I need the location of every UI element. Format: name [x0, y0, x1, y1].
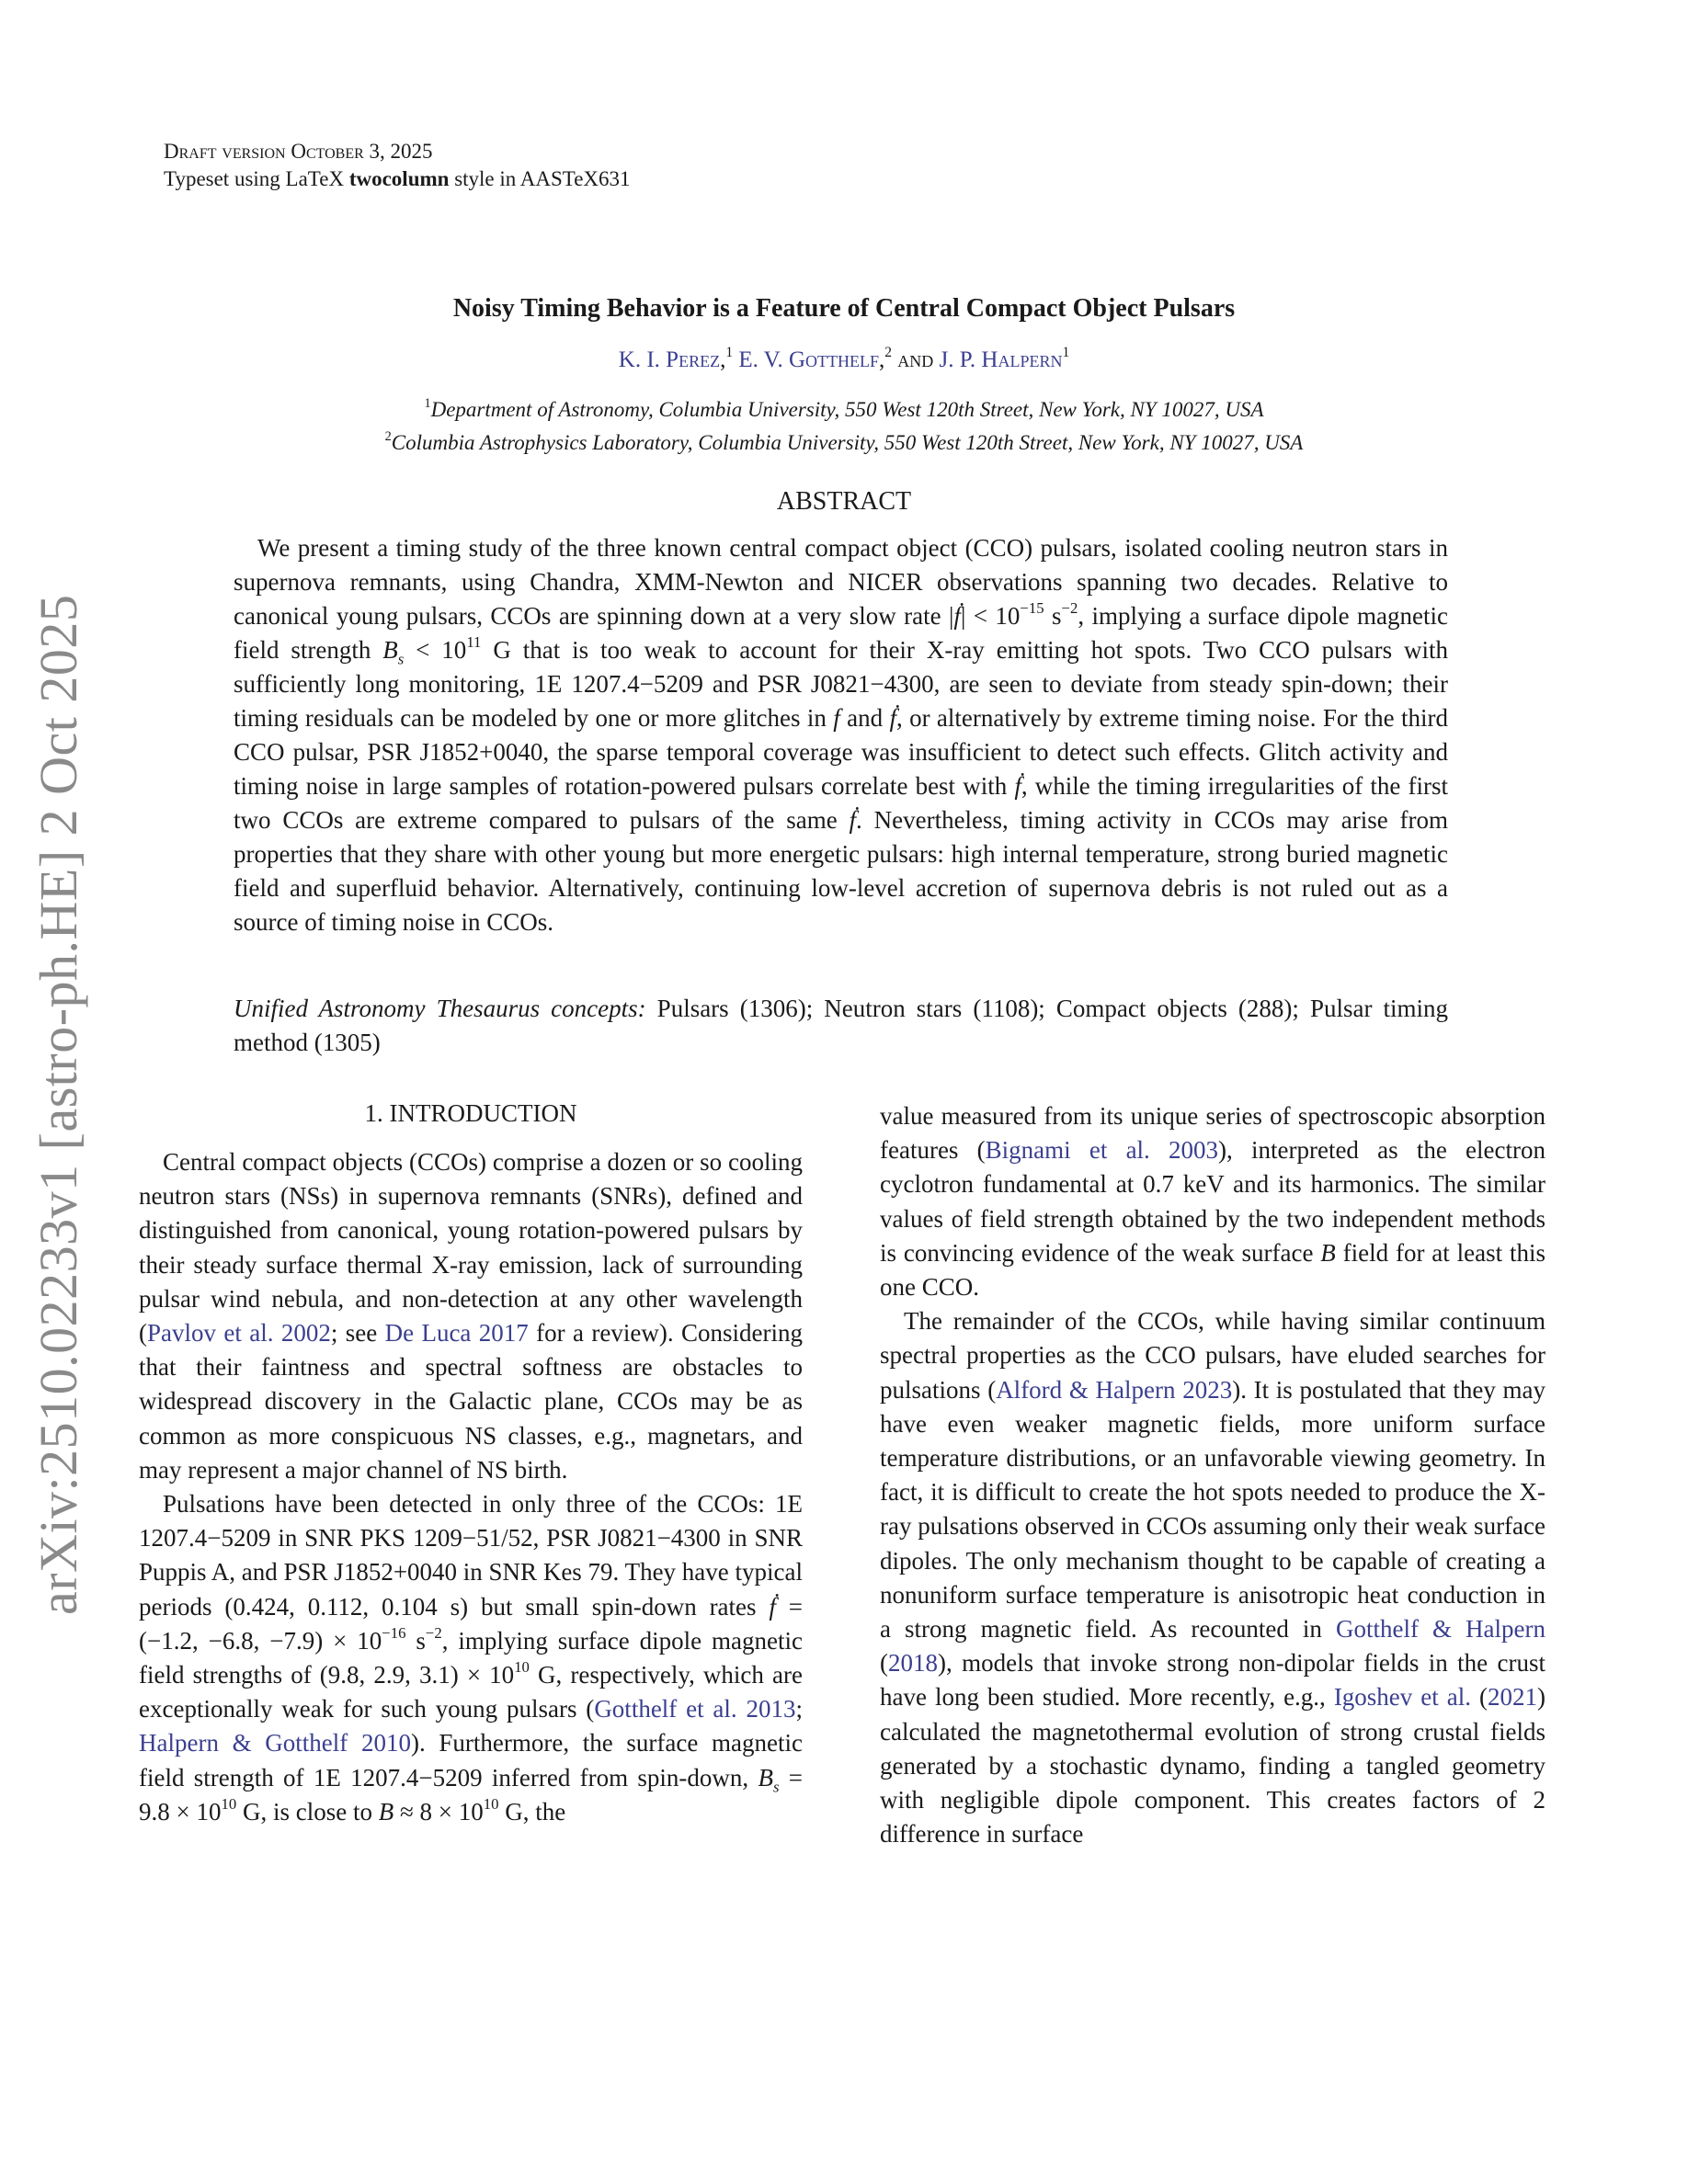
abstract-heading: ABSTRACT: [776, 487, 912, 516]
citation-link[interactable]: Gotthelf et al. 2013: [594, 1695, 796, 1723]
affiliations: [0, 393, 1688, 460]
latex-logo: LaTeX: [285, 167, 345, 190]
uat-label: Unified Astronomy Thesaurus concepts:: [234, 995, 646, 1022]
paragraph: value measured from its unique series of spectroscopic absorption features (Bignami et al. 2003), interpreted as the electron cyclotron fundamental at 0.7 keV and its harmonics. The similar values of field strength obtained by the two independent methods is convincing evidence of the weak surface B field for at least this one CCO.: [880, 1102, 1546, 1302]
citation-link[interactable]: Halpern & Gotthelf 2010: [139, 1729, 411, 1757]
typeset-line: Typeset using LaTeX twocolumn style in AASTeX631: [164, 167, 631, 190]
citation-link[interactable]: De Luca 2017: [384, 1319, 529, 1348]
left-column: [139, 1145, 803, 1829]
paragraph: The remainder of the CCOs, while having similar continuum spectral properties as the CCO pulsars, have eluded searches for pulsations (Alford & Halpern 2023). It is postulated that they may have even weaker magnetic fields, more uniform surface temperature distributions, or an unfavorable viewing geometry. In fact, it is difficult to create the hot spots needed to produce the X-ray pulsations observed in CCOs assuming only their weak surface dipoles. The only mechanism thought to be capable of creating a nonuniform surface temperature is anisotropic heat conduction in a strong magnetic field. As recounted in Gotthelf & Halpern (2018), models that invoke strong non-dipolar fields in the crust have long been studied. More recently, e.g., Igoshev et al. (2021) calculated the magnetothermal evolution of strong crustal fields generated by a stochastic dynamo, finding a tangled geometry with negligible dipole component. This creates factors of 2 difference in surface: [880, 1307, 1546, 1848]
citation-link[interactable]: 2021: [1488, 1683, 1538, 1712]
citation-link[interactable]: 2018: [888, 1649, 938, 1678]
uat-concepts: Unified Astronomy Thesaurus concepts: Pulsars (1306); Neutron stars (1108); Compact objects (288); Pulsar timing method (1305): [234, 995, 1449, 1056]
paragraph: Pulsations have been detected in only three of the CCOs: 1E 1207.4−5209 in SNR PKS 1209−51/52, PSR J0821−4300 in SNR Puppis A, and PSR J1852+0040 in SNR Kes 79. They have typical periods (0.424, 0.112, 0.104 s) but small spin-down rates ḟ = (−1.2, −6.8, $-7.9) \times 10^{-16}$ $s^{-2}$, implying surface dipole magnetic field strengths of (9.8, 2.9, $3.1) \times 10^{10}$ G, respectively, which are exceptionally weak for such young pulsars (Gotthelf et al. 2013; Halpern & Gotthelf 2010). Furthermore, the surface magnetic field strength of 1E 1207.4−5209 inferred from spin-down, $B_s = 9.8 \times 10^{10}$ G, is close to $B \approx 8 \times 10^{10}$ G, the: [139, 1490, 804, 1826]
paragraph: Central compact objects (CCOs) comprise a dozen or so cooling neutron stars (NSs) in supernova remnants (SNRs), defined and distinguished from canonical, young rotation-powered pulsars by their steady surface thermal X-ray emission, lack of surrounding pulsar wind nebula, and non-detection at any other wavelength (Pavlov et al. 2002; see De Luca 2017 for a review). Considering that their faintness and spectral softness are obstacles to widespread discovery in the Galactic plane, CCOs may be as common as more conspicuous NS classes, e.g., magnetars, and may represent a major channel of NS birth.: [139, 1148, 803, 1484]
section-heading-introduction: 1. INTRODUCTION: [364, 1099, 577, 1127]
draft-version-line: Draft version October 3, 2025: [164, 140, 433, 163]
affiliation: $^2$Columbia Astrophysics Laboratory, Columbia University, 550 West 120th Street, New York, NY 10027, USA: [384, 428, 1304, 454]
affiliation: $^1$Department of Astronomy, Columbia University, 550 West 120th Street, New York, NY 10027, USA: [424, 395, 1264, 421]
author-link[interactable]: E. V. Gotthelf: [738, 347, 880, 372]
author-list: K. I. Perez,$^1$ E. V. Gotthelf,$^2$ and J. P. Halpern$^1$: [618, 345, 1070, 372]
citation-link[interactable]: Gotthelf & Halpern: [1335, 1615, 1545, 1644]
citation-link[interactable]: Igoshev et al.: [1333, 1683, 1472, 1712]
citation-link[interactable]: Alford & Halpern 2023: [996, 1375, 1233, 1404]
arxiv-identifier-stamp: arXiv:2510.02233v1 [astro-ph.HE] 2 Oct 2025: [29, 594, 88, 1615]
paper-title: Noisy Timing Behavior is a Feature of Central Compact Object Pulsars: [452, 294, 1236, 323]
author-link[interactable]: K. I. Perez: [618, 347, 721, 372]
citation-link[interactable]: Bignami et al. 2003: [985, 1136, 1219, 1165]
citation-link[interactable]: Pavlov et al. 2002: [147, 1319, 331, 1348]
draft-header: [164, 138, 631, 193]
abstract-text: We present a timing study of the three known central compact object (CCO) pulsars, isolated cooling neutron stars in supernova remnants, using Chandra, XMM-Newton and NICER observations spanning two decades. Relative to canonical young pulsars, CCOs are spinning down at a very slow rate |ḟ| < $10^{-15}$ $s^{-2}$, implying a surface dipole magnetic field strength $B_s < 10^{11}$ G that is too weak to account for their X-ray emitting hot spots. Two CCO pulsars with sufficiently long monitoring, 1E 1207.4−5209 and PSR J0821−4300, are seen to deviate from steady spin-down; their timing residuals can be modeled by one or more glitches in f and ḟ, or alternatively by extreme timing noise. For the third CCO pulsar, PSR J1852+0040, the sparse temporal coverage was insufficient to detect such effects. Glitch activity and timing noise in large samples of rotation-powered pulsars correlate best with ḟ, while the timing irregularities of the first two CCOs are extreme compared to pulsars of the same ḟ. Nevertheless, timing activity in CCOs may arise from properties that they share with other young but more energetic pulsars: high internal temperature, strong buried magnetic field and superfluid behavior. Alternatively, continuing low-level accretion of supernova debris is not ruled out as a source of timing noise in CCOs.: [234, 534, 1449, 936]
author-link[interactable]: J. P. Halpern: [939, 347, 1063, 372]
authors-joiner: and: [897, 347, 934, 372]
right-column: [880, 1099, 1545, 1851]
